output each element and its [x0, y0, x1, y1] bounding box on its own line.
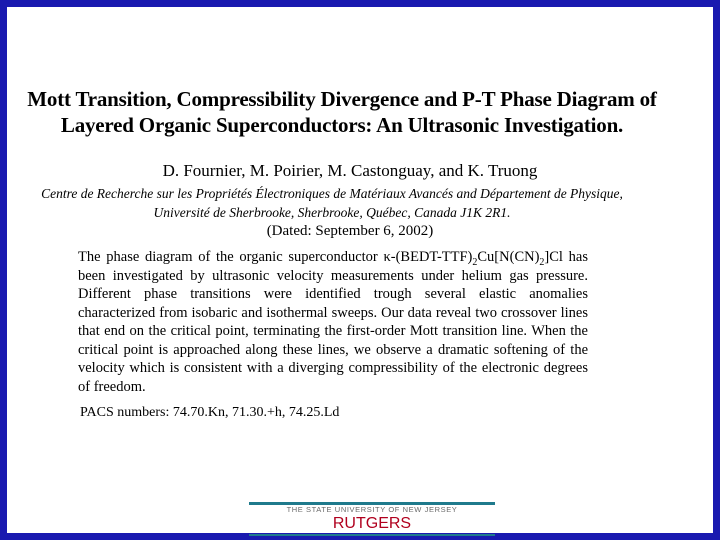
- paper-authors: D. Fournier, M. Poirier, M. Castonguay, and K. Truong: [162, 161, 538, 180]
- abstract-text-part1: The phase diagram of the organic superconductor κ-(BEDT-TTF): [78, 249, 473, 265]
- logo-tagline: THE STATE UNIVERSITY OF NEW JERSEY: [286, 505, 458, 514]
- paper-affiliation: Centre de Recherche sur les Propriétés Électroniques de Matériaux Avancés and Département de Physique, Université de Sherbrooke, Sherbrooke, Québec, Canada J1K 2R1.: [41, 186, 623, 220]
- abstract-subscript-1: 2: [472, 256, 478, 268]
- abstract-subscript-2: 2: [539, 256, 545, 268]
- logo-bottom-rule: [249, 534, 495, 536]
- paper-date: (Dated: September 6, 2002): [266, 223, 434, 239]
- pacs-numbers: PACS numbers: 74.70.Kn, 71.30.+h, 74.25.Ld: [80, 405, 340, 420]
- paper-title: Mott Transition, Compressibility Divergence and P-T Phase Diagram of Layered Organic Superconductors: An Ultrasonic Investigation.: [27, 87, 657, 137]
- logo-wordmark: RUTGERS: [332, 515, 412, 532]
- abstract-text-part2: Cu[N(CN): [477, 249, 540, 265]
- abstract-text-part3: ]Cl has been investigated by ultrasonic velocity measurements under helium gas pressure. Different phase transitions were identified trough several elastic anomalies characterized from isobaric and isothermal sweeps. Our data reveal two crossover lines that end on the critical point, terminating the first-order Mott transition line. When the critical point is approached along these lines, we observe a dramatic softening of the velocity which is consistent with a diverging compressibility of the electronic degrees of freedom.: [78, 249, 588, 395]
- paper-abstract: [78, 248, 588, 396]
- rutgers-logo: [249, 502, 495, 538]
